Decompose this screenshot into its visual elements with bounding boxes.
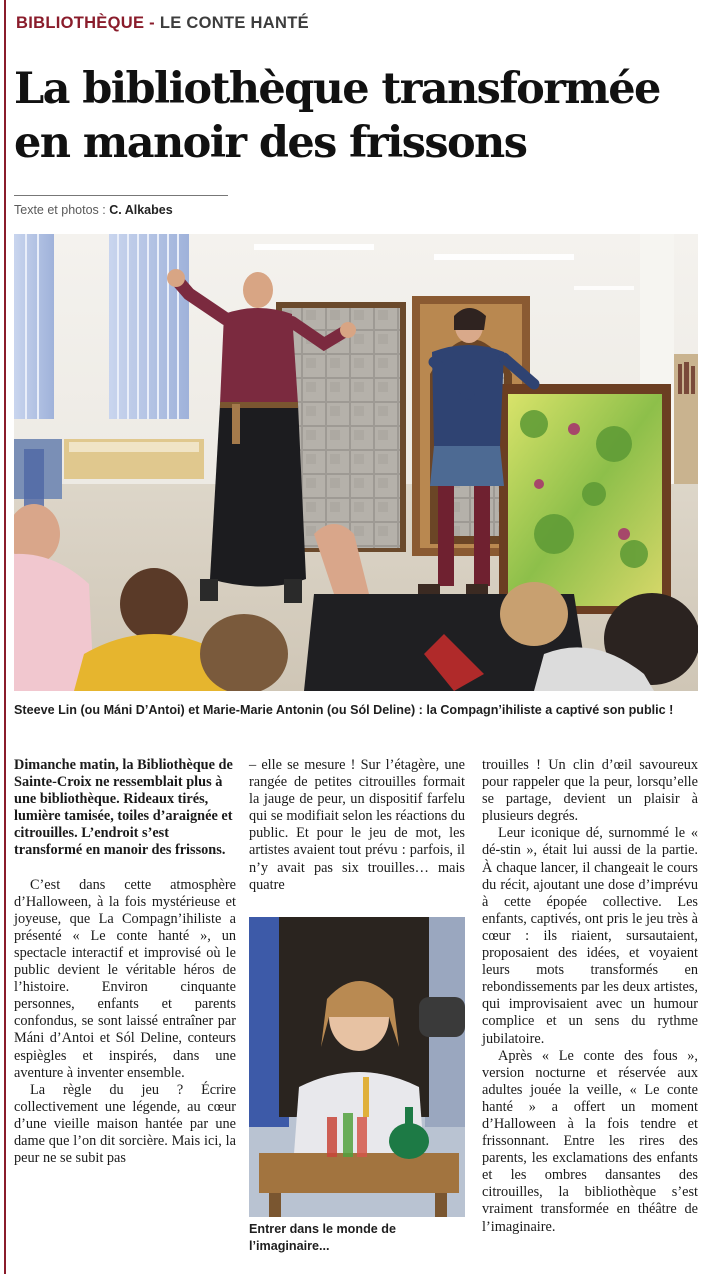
section-label: BIBLIOTHÈQUE <box>16 14 145 32</box>
section-kicker <box>16 14 309 33</box>
byline-author: C. Alkabes <box>109 203 173 217</box>
article-column-2 <box>249 757 465 894</box>
main-photo <box>14 234 698 691</box>
article-paragraph-2-end: trouilles ! Un clin d’œil savoureux pour rappeler que la peur, lorsqu’elle se partage, devient un plaisir à plusieurs degrés. <box>482 757 698 825</box>
article-paragraph-3: Leur iconique dé, surnommé le « dé-stin », était lui aussi de la partie. À chaque lancer, il changeait le cours du récit, ajoutant une dose d’imprévu à cette épopée collective. Les enfants, captivés, ont pris le jeu très à cœur : ils riaient, sursautaient, proposaient des idées, et voyaient leurs mots transformés en rebondissements par les deux artistes, qui improvisaient avec un humour complice et un sens du rythme jubilatoire. <box>482 825 698 1047</box>
headline <box>14 62 714 170</box>
main-photo-caption: Steeve Lin (ou Máni D’Antoi) et Marie-Marie Antonin (ou Sól Deline) : la Compagn’ihiliste a captivé son public ! <box>14 703 674 717</box>
topic-label: LE CONTE HANTÉ <box>159 14 309 32</box>
byline <box>14 203 173 217</box>
article-column-1 <box>14 757 236 1167</box>
article-lead: Dimanche matin, la Bibliothèque de Sainte-Croix ne ressemblait plus à une bibliothèque. Rideaux tirés, lumière tamisée, toiles d’araignée et citrouilles. L’endroit s’est transformé en manoir des frissons. <box>14 757 233 859</box>
article-column-3 <box>482 757 698 1236</box>
headline-line-2: en manoir des frissons <box>14 118 527 168</box>
second-photo-caption: Entrer dans le monde de l’imaginaire... <box>249 1222 396 1253</box>
article-paragraph-2-continued: – elle se mesure ! Sur l’étagère, une rangée de petites citrouilles formait la jauge de peur, un dispositif farfelu qui se modifiait selon les réactions du public. Et pour le jeu de mot, les artistes avaient tout prévu : parfois, il n’y avait pas six trouilles… mais quatre <box>249 757 465 893</box>
second-photo-illustration <box>249 917 465 1217</box>
article-paragraph-1: C’est dans cette atmosphère d’Halloween, à la fois mystérieuse et joyeuse, que La Compagn’ihiliste a présenté « Le conte hanté », un spectacle interactif et improvisé où le public devient le véritable héros de l’histoire. Environ cinquante personnes, enfants et parents confondus, se sont laissé entraîner par Máni d’Antoi et Sól Deline, conteurs espiègles et inspirés, dans une aventure à inventer ensemble. <box>14 876 236 1081</box>
headline-line-1: La bibliothèque transformée <box>14 64 660 114</box>
kicker-separator: - <box>144 14 160 32</box>
main-photo-illustration <box>14 234 698 691</box>
page-edge-rule <box>4 0 6 1274</box>
article-paragraph-4: Après « Le conte des fous », version nocturne et réservée aux adultes jouée la veille, « Le conte hanté » a offert un moment d’Halloween à la fois tendre et frissonnant. Entre les rires des parents, les exclamations des enfants et les ombres dansantes des citrouilles, la bibliothèque s’est vraiment transformée en théâtre de l’imaginaire. <box>482 1047 698 1235</box>
byline-prefix: Texte et photos : <box>14 203 110 217</box>
second-photo <box>249 917 465 1217</box>
byline-divider <box>14 195 228 196</box>
article-paragraph-2: La règle du jeu ? Écrire collectivement une légende, au cœur d’une vieille maison hantée par une dame que l’on dit sorcière. Mais ici, la peur ne se subit pas <box>14 1081 236 1167</box>
